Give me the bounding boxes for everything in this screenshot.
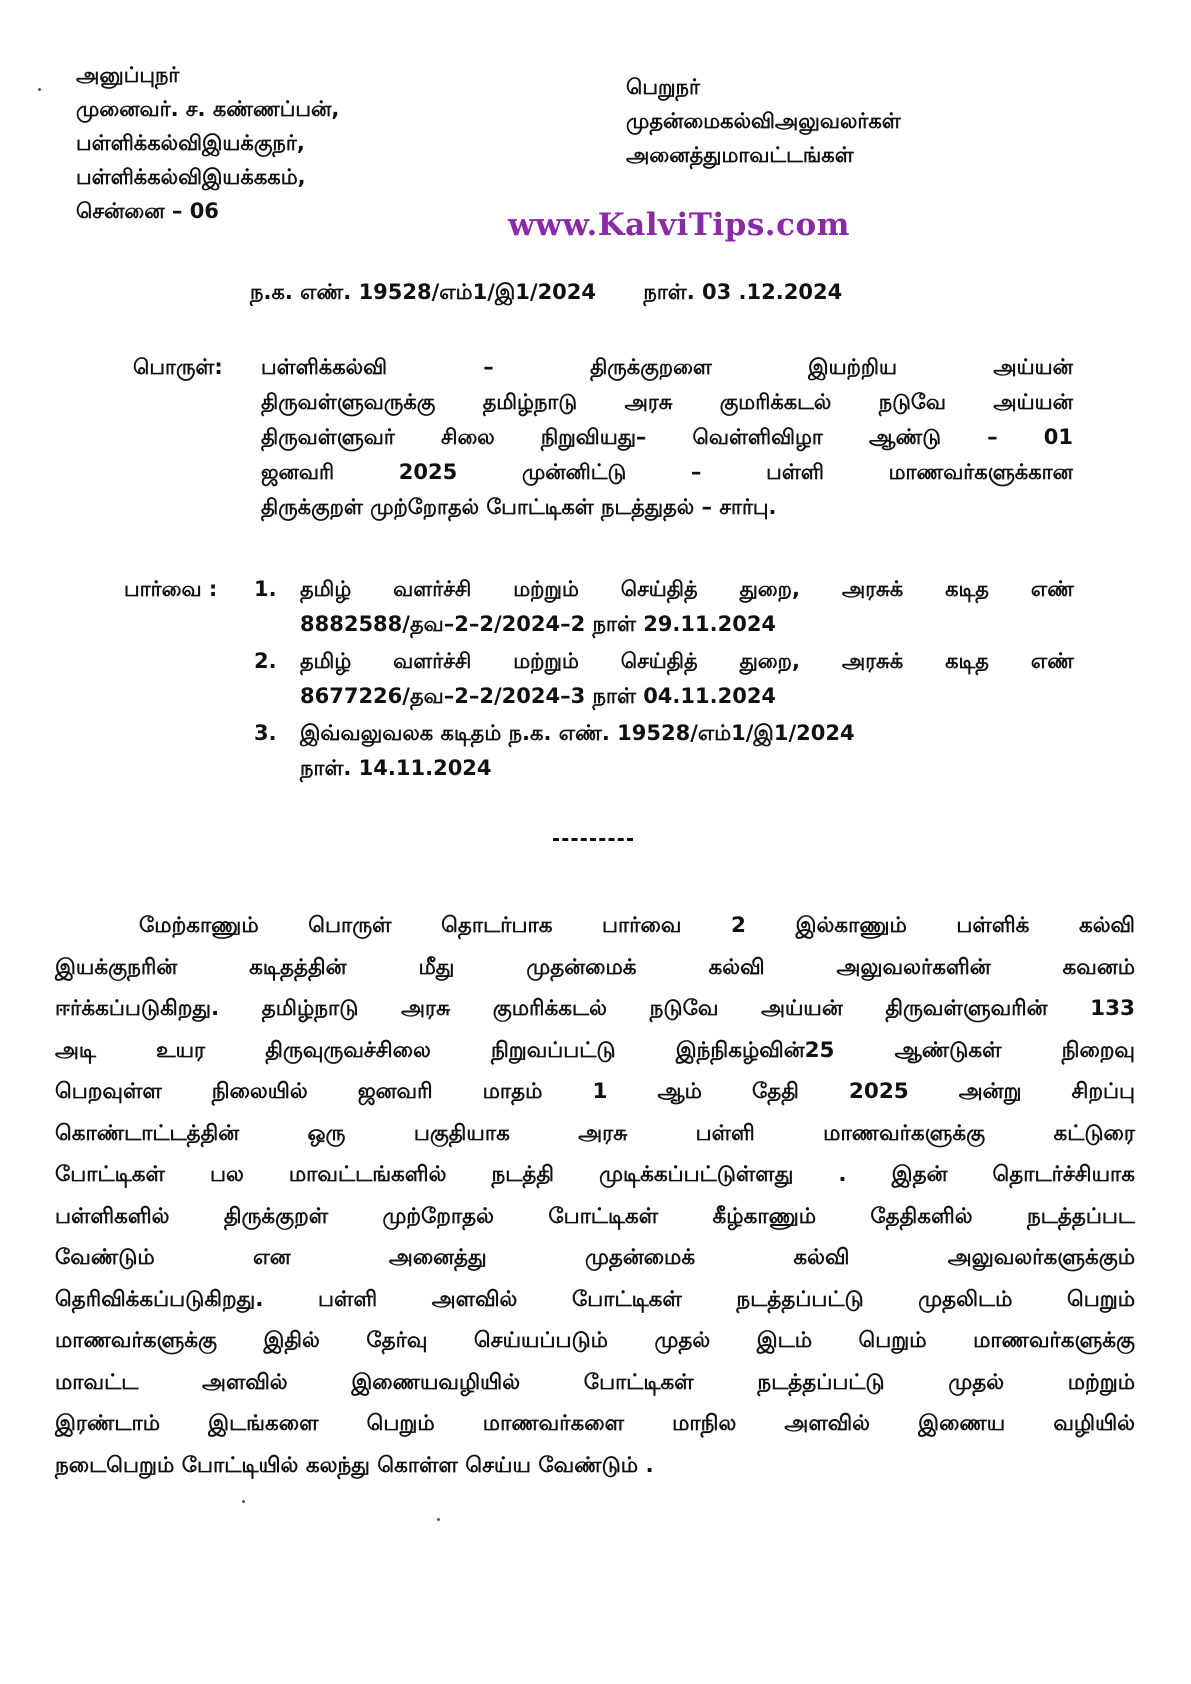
body-line: போட்டிகள் பல மாவட்டங்களில் நடத்தி முடிக்கப்பட்டுள்ளது . இதன் தொடர்ச்சியாக xyxy=(55,1162,1135,1187)
references-label: பார்வை : xyxy=(124,577,218,601)
subject-line: திருவள்ளுவருக்கு தமிழ்நாடு அரசு குமரிக்கடல் நடுவே அய்யன் xyxy=(261,390,1073,414)
reference-number-marker: 2. xyxy=(254,649,277,673)
subject-line: ஜனவரி 2025 முன்னிட்டு – பள்ளி மாணவர்களுக்கான xyxy=(261,460,1073,484)
references-list xyxy=(254,572,1074,788)
reference-line xyxy=(250,280,842,307)
scan-speck xyxy=(242,1500,245,1503)
subject-line: திருக்குறள் முற்றோதல் போட்டிகள் நடத்துதல் – சார்பு. xyxy=(261,495,777,519)
body-paragraph xyxy=(55,905,1135,1486)
reference-item xyxy=(254,644,1074,714)
recipient-heading: பெறுநர் xyxy=(626,75,700,99)
body-line: இரண்டாம் இடங்களை பெறும் மாணவர்களை மாநில அளவில் இணைய வழியில் xyxy=(55,1411,1135,1436)
body-line: பெறவுள்ள நிலையில் ஜனவரி மாதம் 1 ஆம் தேதி 2025 அன்று சிறப்பு xyxy=(55,1079,1135,1104)
sender-block xyxy=(76,58,596,228)
reference-line-2: நாள். 14.11.2024 xyxy=(300,756,492,780)
sender-designation: பள்ளிக்கல்விஇயக்குநர், xyxy=(76,131,305,155)
subject-line: பள்ளிக்கல்வி – திருக்குறளை இயற்றிய அய்யன் xyxy=(261,355,1073,379)
subject-text xyxy=(261,350,1073,525)
reference-number-marker: 3. xyxy=(254,721,277,745)
subject-line: திருவள்ளுவர் சிலை நிறுவியது– வெள்ளிவிழா ஆண்டு – 01 xyxy=(261,425,1073,449)
reference-line-2: 8677226/தவ–2–2/2024–3 நாள் 04.11.2024 xyxy=(300,684,777,708)
sender-heading: அனுப்புநர் xyxy=(76,63,180,87)
body-line: கொண்டாட்டத்தின் ஒரு பகுதியாக அரசு பள்ளி மாணவர்களுக்கு கட்டுரை xyxy=(55,1120,1135,1146)
reference-date: நாள். 03 .12.2024 xyxy=(643,280,843,304)
body-line: மாணவர்களுக்கு இதில் தேர்வு செய்யப்படும் முதல் இடம் பெறும் மாணவர்களுக்கு xyxy=(55,1328,1135,1353)
reference-item xyxy=(254,716,1074,786)
sender-city: சென்னை – 06 xyxy=(76,199,219,223)
scan-speck xyxy=(437,1518,440,1521)
reference-line-1: இவ்வலுவலக கடிதம் ந.க. எண். 19528/எம்1/இ1/2024 xyxy=(300,721,855,745)
body-line: ஈர்க்கப்படுகிறது. தமிழ்நாடு அரசு குமரிக்கடல் நடுவே அய்யன் திருவள்ளுவரின் 133 xyxy=(55,996,1135,1021)
recipient-block xyxy=(626,70,1146,172)
sender-name: முனைவர். ச. கண்ணப்பன், xyxy=(76,97,340,121)
body-line: தெரிவிக்கப்படுகிறது. பள்ளி அளவில் போட்டிகள் நடத்தப்பட்டு முதலிடம் பெறும் xyxy=(55,1286,1135,1312)
reference-number-marker: 1. xyxy=(254,577,277,601)
body-line: இயக்குநரின் கடிதத்தின் மீது முதன்மைக் கல்வி அலுவலர்களின் கவனம் xyxy=(55,954,1135,980)
sender-office: பள்ளிக்கல்விஇயக்ககம், xyxy=(76,165,306,189)
section-separator xyxy=(553,838,633,841)
body-line: அடி உயர திருவுருவச்சிலை நிறுவப்பட்டு இந்நிகழ்வின்25 ஆண்டுகள் நிறைவு xyxy=(55,1037,1135,1063)
website-watermark: www.KalviTips.com xyxy=(508,207,850,243)
body-line: வேண்டும் என அனைத்து முதன்மைக் கல்வி அலுவலர்களுக்கும் xyxy=(55,1245,1135,1270)
reference-number: ந.க. எண். 19528/எம்1/இ1/2024 xyxy=(250,280,597,304)
body-line: மாவட்ட அளவில் இணையவழியில் போட்டிகள் நடத்தப்பட்டு முதல் மற்றும் xyxy=(55,1369,1135,1395)
reference-line-2: 8882588/தவ–2–2/2024–2 நாள் 29.11.2024 xyxy=(300,612,777,636)
reference-line-1: தமிழ் வளர்ச்சி மற்றும் செய்தித் துறை, அரசுக் கடித எண் xyxy=(300,649,1074,673)
body-line: மேற்காணும் பொருள் தொடர்பாக பார்வை 2 இல்காணும் பள்ளிக் கல்வி xyxy=(139,913,1135,938)
subject-label: பொருள்: xyxy=(133,355,223,379)
body-line: பள்ளிகளில் திருக்குறள் முற்றோதல் போட்டிகள் கீழ்காணும் தேதிகளில் நடத்தப்பட xyxy=(55,1203,1135,1229)
reference-line-1: தமிழ் வளர்ச்சி மற்றும் செய்தித் துறை, அரசுக் கடித எண் xyxy=(300,577,1074,601)
recipient-designation: முதன்மைகல்விஅலுவலர்கள் xyxy=(626,109,901,133)
reference-item xyxy=(254,572,1074,642)
scan-speck xyxy=(38,88,41,91)
recipient-scope: அனைத்துமாவட்டங்கள் xyxy=(626,143,854,167)
body-line: நடைபெறும் போட்டியில் கலந்து கொள்ள செய்ய வேண்டும் . xyxy=(55,1452,654,1478)
